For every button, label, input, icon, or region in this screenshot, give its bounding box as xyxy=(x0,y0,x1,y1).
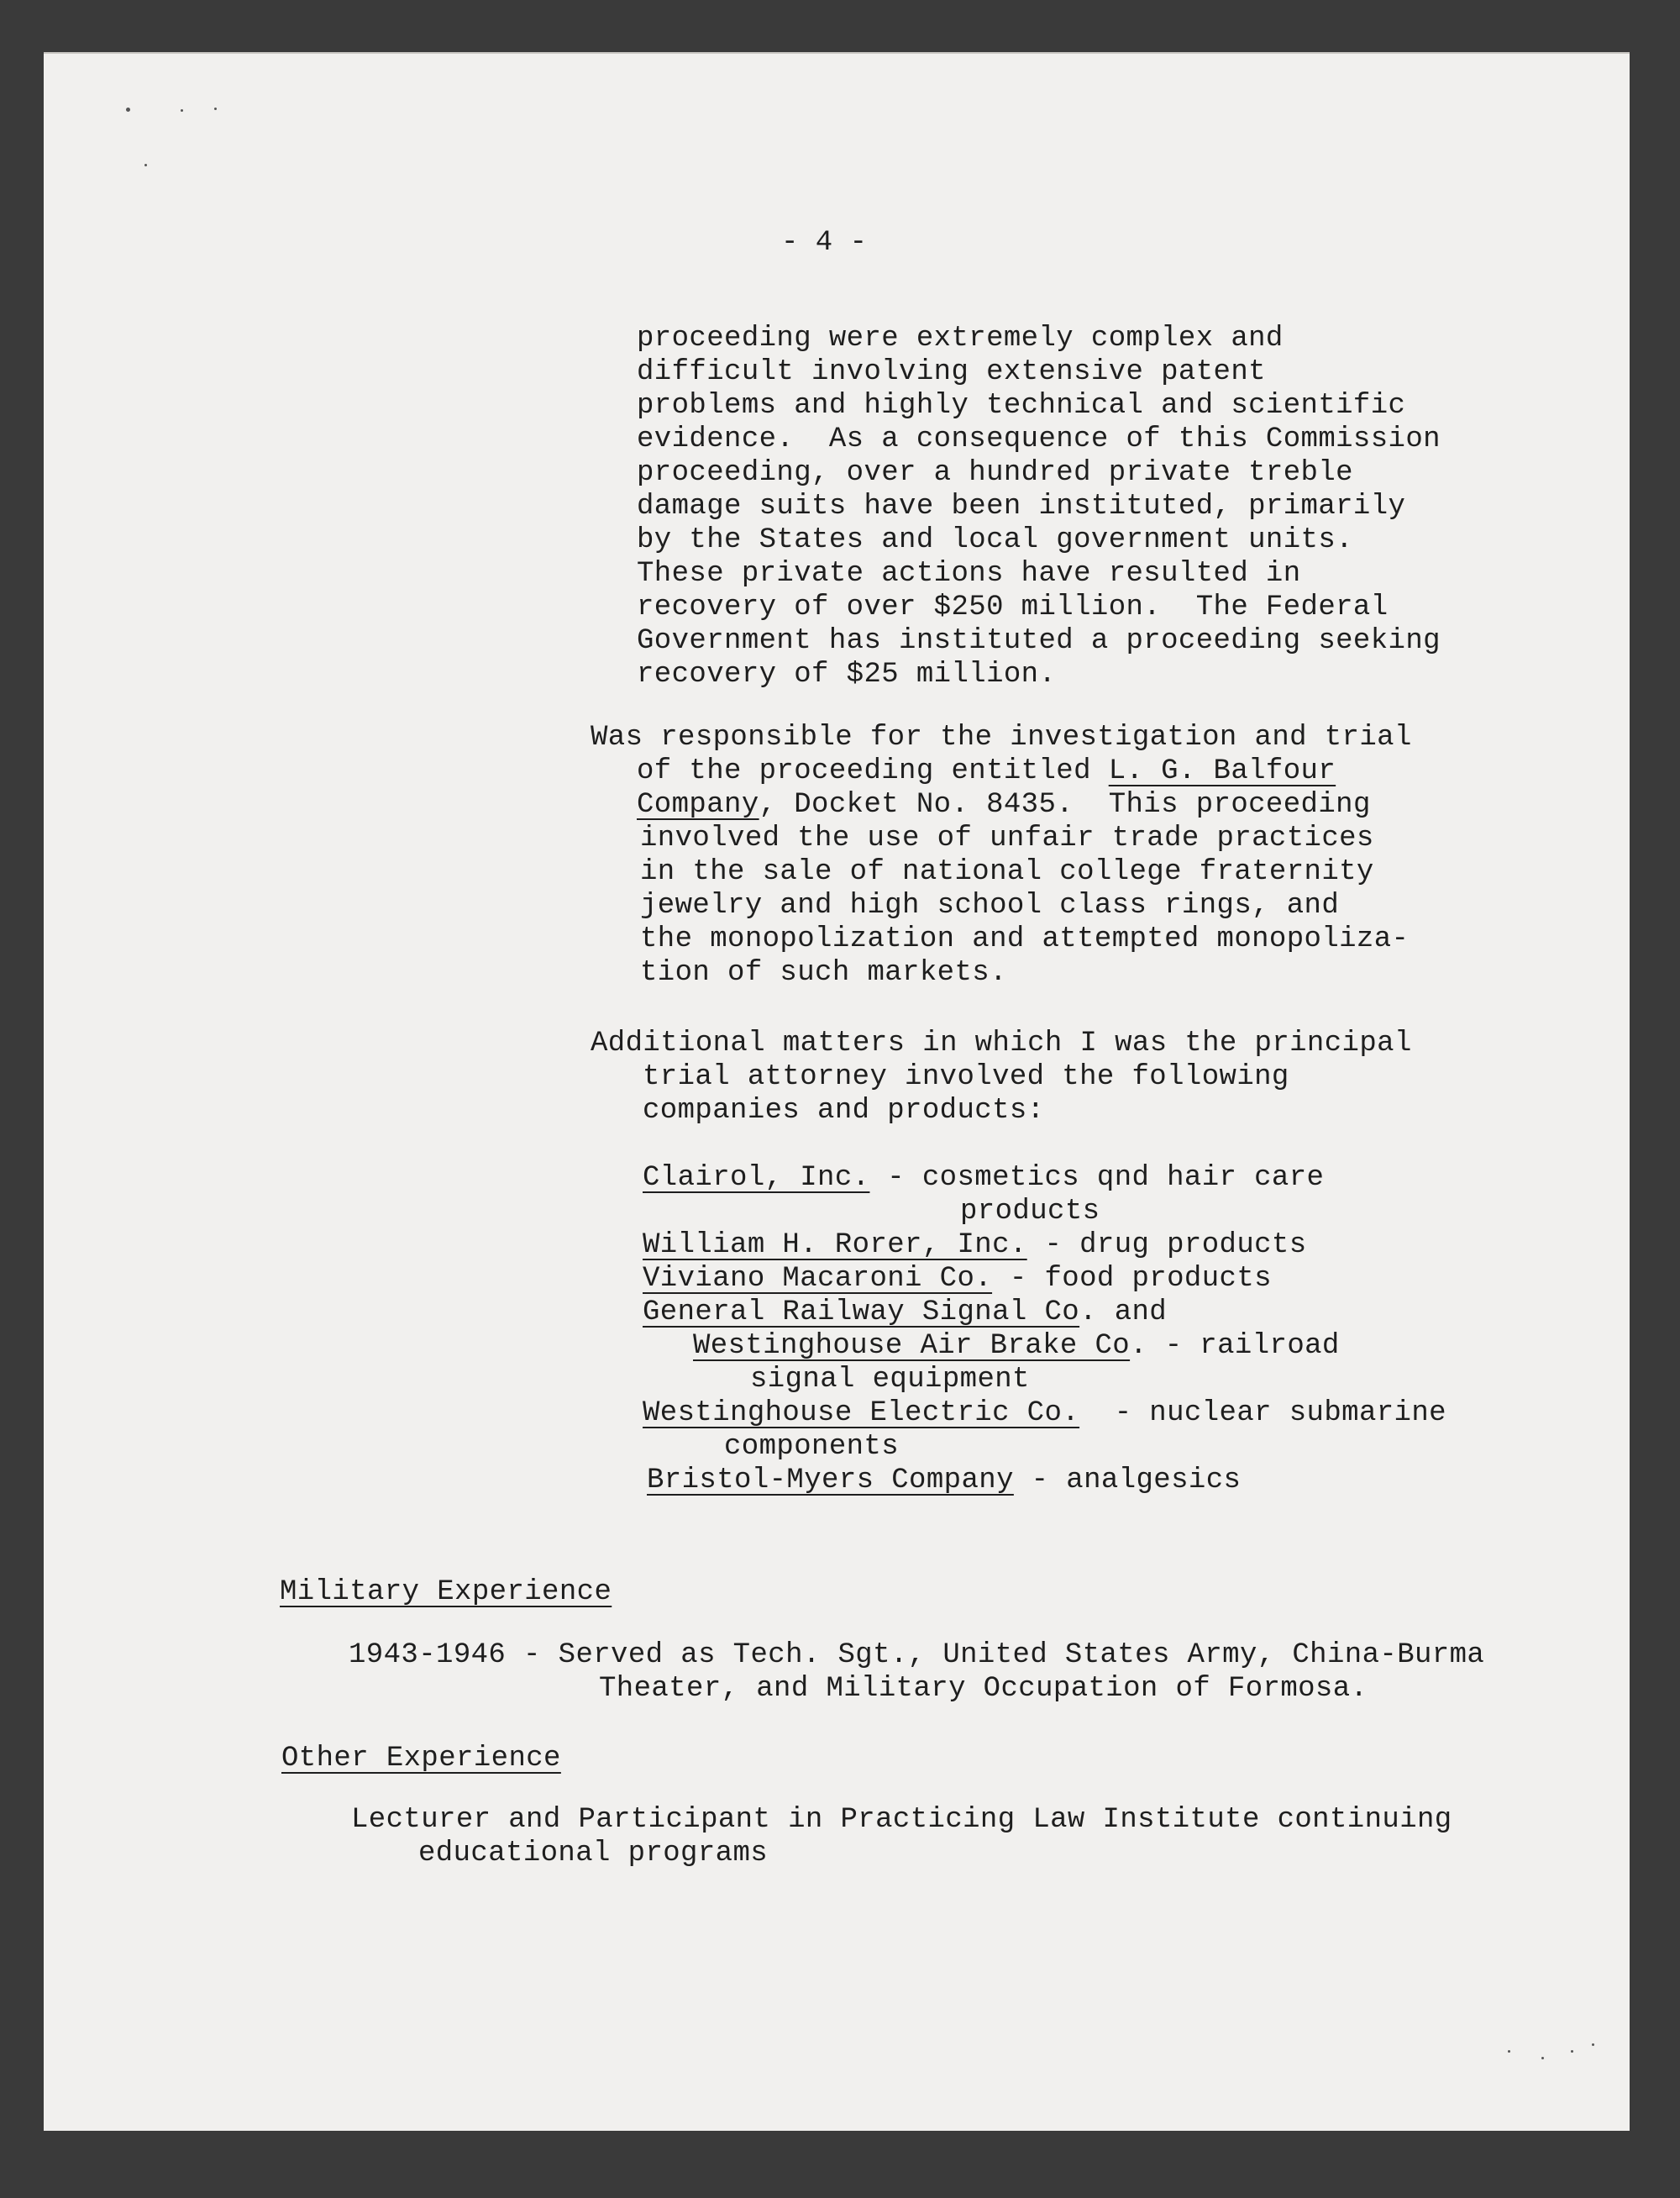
company-entry xyxy=(693,1329,1340,1363)
body-line xyxy=(637,788,1371,822)
scan-speck xyxy=(126,108,130,112)
body-line: tion of such markets. xyxy=(640,957,1007,989)
company-entry xyxy=(643,1228,1307,1262)
company-product: - cosmetics qnd hair care xyxy=(869,1162,1325,1194)
company-entry xyxy=(643,1296,1167,1329)
body-line: recovery of over $250 million. The Federal xyxy=(637,592,1389,623)
company-name: Viviano Macaroni Co. xyxy=(643,1263,993,1295)
military-heading: Military Experience xyxy=(280,1576,612,1608)
company-product: - drug products xyxy=(1026,1229,1307,1261)
body-line: involved the use of unfair trade practices xyxy=(640,823,1374,854)
company-name: General Railway Signal Co xyxy=(643,1296,1080,1328)
scan-speck xyxy=(1571,2050,1573,2053)
scan-speck xyxy=(1592,2043,1594,2046)
scan-speck xyxy=(144,164,147,166)
company-entry xyxy=(643,1161,1324,1195)
case-name: Company xyxy=(637,789,759,821)
body-line: Government has instituted a proceeding seeking xyxy=(637,625,1441,657)
company-product: . and xyxy=(1079,1296,1168,1328)
company-entry-continued: components xyxy=(724,1431,900,1463)
company-name: Bristol-Myers Company xyxy=(647,1464,1014,1496)
body-line: trial attorney involved the following xyxy=(643,1061,1289,1093)
company-product: - food products xyxy=(992,1263,1272,1295)
scan-speck xyxy=(181,109,183,112)
company-name: Clairol, Inc. xyxy=(643,1162,870,1194)
company-entry-continued: products xyxy=(960,1196,1100,1228)
scan-speck xyxy=(214,108,217,110)
body-line: recovery of $25 million. xyxy=(637,659,1057,691)
company-entry xyxy=(643,1262,1272,1296)
company-entry xyxy=(647,1464,1241,1497)
case-name: L. G. Balfour xyxy=(1108,755,1336,787)
company-name: William H. Rorer, Inc. xyxy=(643,1229,1027,1261)
other-line: educational programs xyxy=(418,1838,769,1869)
body-text: of the proceeding entitled xyxy=(637,755,1109,787)
scan-speck xyxy=(1508,2050,1510,2053)
scan-speck xyxy=(1541,2057,1544,2059)
military-line: 1943-1946 - Served as Tech. Sgt., United States Army, China-Burma xyxy=(349,1639,1485,1671)
company-product: . - railroad xyxy=(1130,1330,1340,1362)
page-top-edge xyxy=(44,52,1630,54)
company-product: - analgesics xyxy=(1013,1464,1242,1496)
body-line: in the sale of national college fraternity xyxy=(640,856,1374,888)
body-line: by the States and local government units. xyxy=(637,524,1353,556)
body-line: the monopolization and attempted monopoliza- xyxy=(640,923,1410,955)
military-line: Theater, and Military Occupation of Formosa. xyxy=(599,1673,1368,1705)
body-line: evidence. As a consequence of this Commission xyxy=(637,423,1441,455)
other-heading: Other Experience xyxy=(281,1743,561,1775)
body-line: Additional matters in which I was the principal xyxy=(591,1028,1412,1060)
body-line: companies and products: xyxy=(643,1095,1045,1127)
body-line: Was responsible for the investigation and trial xyxy=(591,722,1412,754)
other-line: Lecturer and Participant in Practicing Law Institute continuing xyxy=(351,1804,1452,1836)
page-number: - 4 - xyxy=(781,227,868,259)
body-line: jewelry and high school class rings, and xyxy=(640,890,1340,922)
body-text: , Docket No. 8435. This proceeding xyxy=(759,789,1371,821)
body-line: These private actions have resulted in xyxy=(637,558,1301,590)
body-line: problems and highly technical and scientific xyxy=(637,390,1406,422)
company-name: Westinghouse Electric Co. xyxy=(643,1397,1080,1429)
body-line xyxy=(637,755,1336,788)
company-name: Westinghouse Air Brake Co xyxy=(693,1330,1131,1362)
company-entry-continued: signal equipment xyxy=(750,1364,1030,1396)
company-entry xyxy=(643,1396,1446,1430)
body-line: difficult involving extensive patent xyxy=(637,356,1266,388)
body-line: proceeding, over a hundred private treble xyxy=(637,457,1353,489)
company-product: - nuclear submarine xyxy=(1079,1397,1446,1429)
body-line: proceeding were extremely complex and xyxy=(637,323,1284,355)
body-line: damage suits have been instituted, primarily xyxy=(637,491,1406,523)
